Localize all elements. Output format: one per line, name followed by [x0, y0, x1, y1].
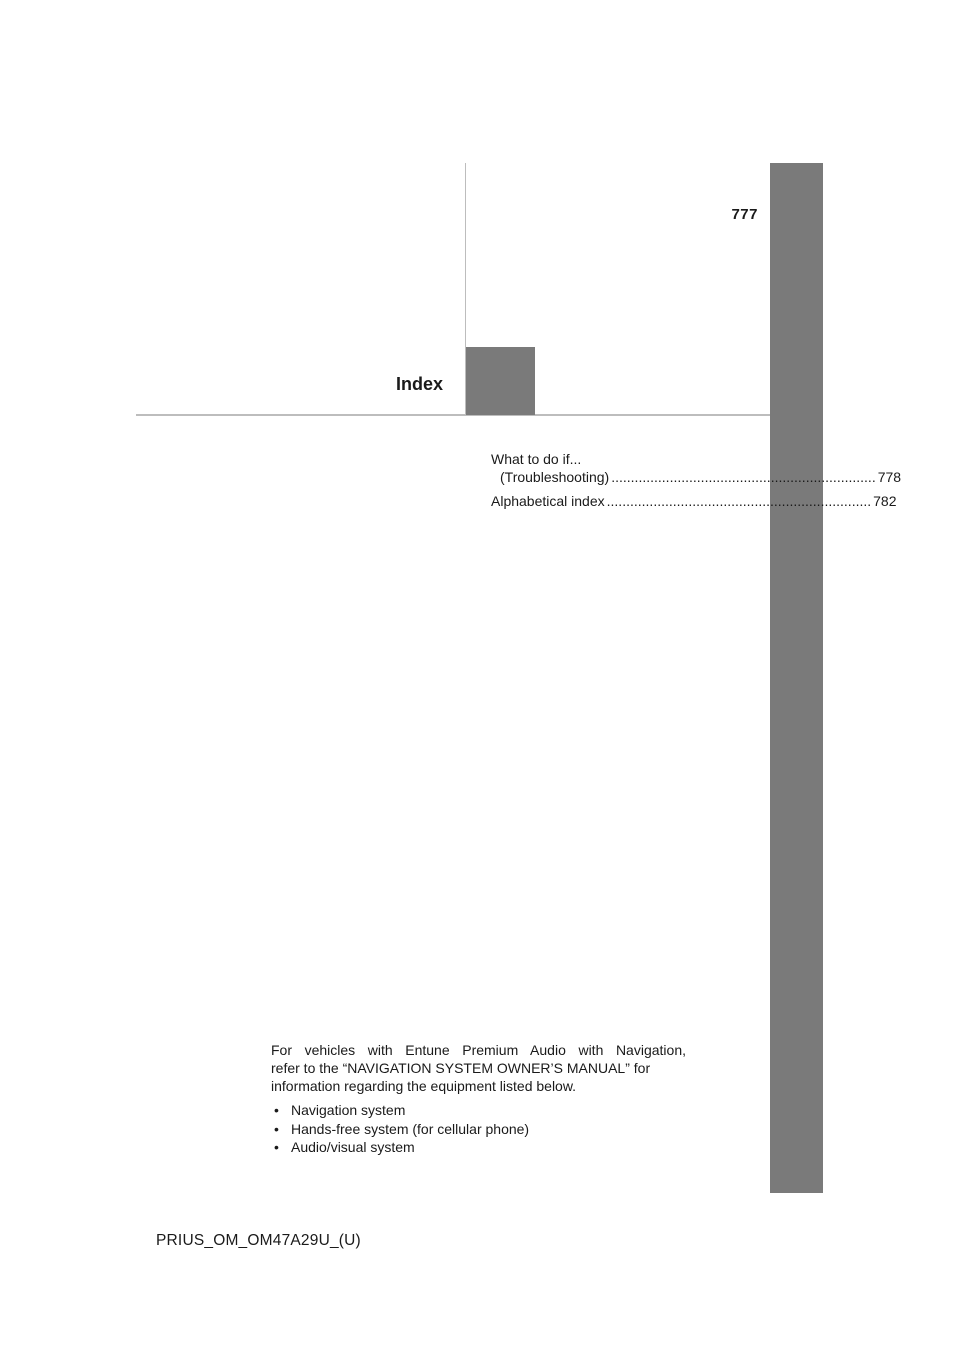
note-line: refer to the “NAVIGATION SYSTEM OWNER’S MANUAL” for	[271, 1060, 651, 1076]
list-item	[271, 1138, 686, 1157]
side-thumb-tab	[770, 163, 823, 1193]
toc-entry-alphabetical-index[interactable]	[491, 492, 897, 510]
list-item	[271, 1120, 686, 1139]
toc-page-number: 782	[873, 493, 897, 509]
bullet-icon: •	[274, 1120, 279, 1137]
document-code-footer: PRIUS_OM_OM47A29U_(U)	[156, 1232, 361, 1249]
toc-entry-label: What to do if...	[491, 451, 582, 467]
navigation-note	[271, 1041, 686, 1157]
toc-leader-dots: ....................................................................	[611, 469, 876, 485]
toc-entry-troubleshooting[interactable]	[491, 450, 902, 486]
table-of-contents	[491, 450, 902, 516]
toc-page-number: 778	[877, 469, 902, 485]
note-line: For vehicles with Entune Premium Audio with Navigation,	[271, 1042, 686, 1058]
section-tab-block	[466, 347, 535, 415]
list-item-label: Hands-free system (for cellular phone)	[291, 1120, 530, 1137]
bullet-icon: •	[274, 1102, 279, 1118]
toc-leader-dots: ....................................................................	[606, 493, 872, 509]
section-title: Index	[395, 374, 443, 394]
bullet-icon: •	[274, 1139, 279, 1155]
list-item-label: Audio/visual system	[291, 1139, 415, 1155]
note-paragraph	[271, 1041, 686, 1095]
page-number: 777	[731, 206, 758, 223]
toc-entry-label: Alphabetical index	[491, 493, 605, 509]
equipment-list	[271, 1101, 686, 1157]
list-item-label: Navigation system	[291, 1102, 406, 1118]
note-line: information regarding the equipment listed below.	[271, 1078, 577, 1094]
toc-entry-label: (Troubleshooting)	[500, 469, 610, 485]
list-item	[271, 1101, 686, 1120]
